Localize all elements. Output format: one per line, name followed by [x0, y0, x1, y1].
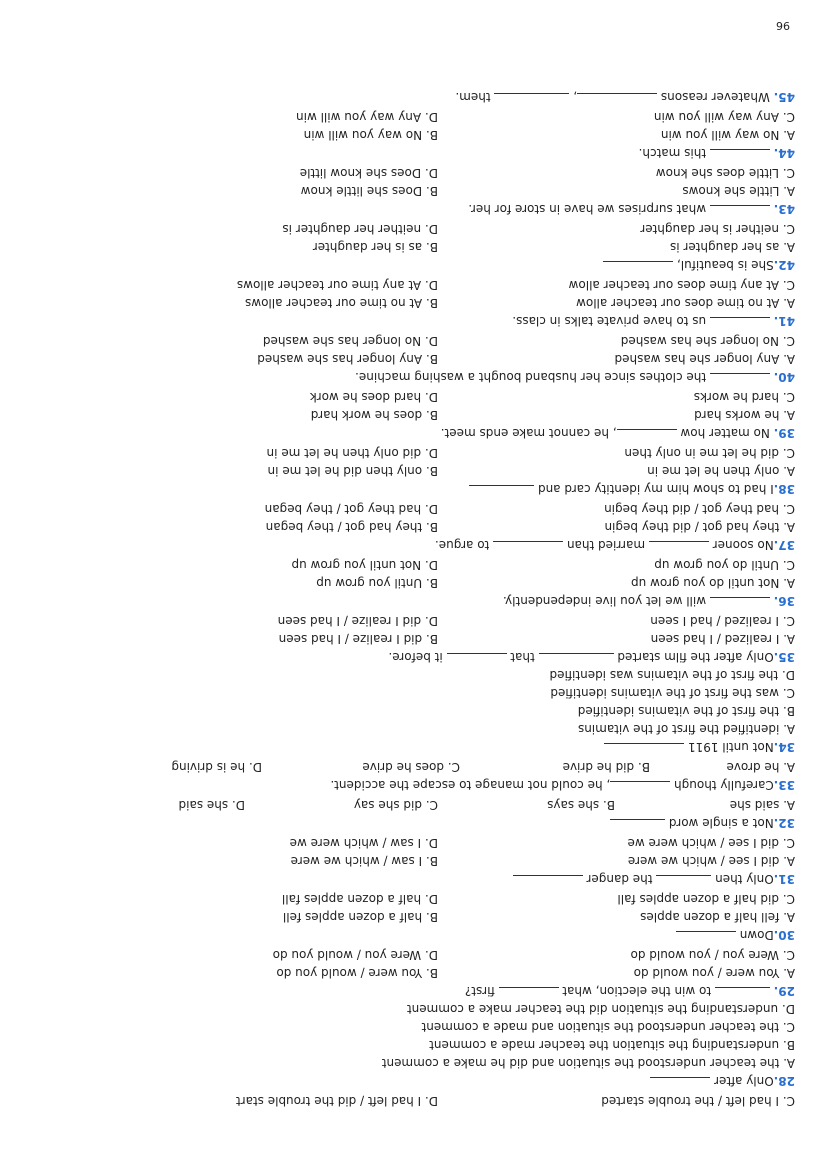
- q28-option-d: D. understanding the situation did the teacher make a comment: [406, 1002, 795, 1016]
- q37-option-b: B. they had got / they began: [265, 520, 438, 534]
- q30-option-b: B. half a dozen apples fell: [282, 910, 438, 924]
- q36-option-a: A. Not until do you grow up: [631, 576, 795, 590]
- q43-option-d: D. Does she know little: [299, 166, 438, 180]
- q34-option-d: D. the first of the vitamins was identified: [549, 668, 795, 682]
- q33-option-b: B. did he drive: [562, 760, 650, 774]
- q38-option-b: B. only then did he let me in: [267, 464, 438, 478]
- question-39: 39. No matter how , he cannot make ends meet.: [440, 426, 795, 440]
- q34-option-c: C. was the first of the vitamins identified: [550, 686, 795, 700]
- q44-option-c: C. Any way will you win: [653, 110, 795, 124]
- q40-option-b: B. Any longer has she washed: [257, 352, 438, 366]
- question-38: 38.I had to show him my identity card and: [469, 482, 795, 496]
- q39-option-d: D. hard does he work: [309, 390, 438, 404]
- question-28: 28.Only after: [650, 1074, 795, 1088]
- question-40: 40. the clothes since her husband bought a washing machine.: [355, 370, 795, 384]
- q42-option-a: A. as her daughter is: [669, 240, 795, 254]
- q31-option-d: D. I saw / which were we: [289, 836, 438, 850]
- q42-option-d: D. neither her daughter is: [282, 222, 438, 236]
- question-33: 33.Carefully though , he could not manage to escape the accident.: [330, 778, 795, 792]
- q34-option-b: B. the first of the vitamins identified: [577, 704, 795, 718]
- option-c: C. I had left / the trouble started: [601, 1094, 795, 1108]
- page-number: 96: [776, 19, 790, 32]
- q28-carry-row: [601, 1094, 795, 1108]
- q41-option-b: B. At no time our teacher allows: [245, 296, 438, 310]
- q36-option-d: D. Not until you grow up: [291, 558, 438, 572]
- q35-option-b: B. did I realize / I had seen: [278, 632, 438, 646]
- q30-option-d: D. half a dozen apples fall: [281, 892, 438, 906]
- question-30: 30.Down: [676, 928, 795, 942]
- question-37: 37.No sooner married than to argue.: [434, 538, 795, 552]
- q38-option-c: C. did he let me in only then: [624, 446, 795, 460]
- question-45: 45. Whatever reasons , them.: [455, 90, 795, 104]
- q44-option-b: B. No way you will win: [303, 128, 438, 142]
- q28-option-a: A. the teacher understood the situation and did he make a comment: [381, 1056, 795, 1070]
- q38-option-d: D. did only then he let me in: [266, 446, 438, 460]
- q39-option-a: A. he works hard: [694, 408, 795, 422]
- q33-option-a: A. he drove: [726, 760, 795, 774]
- q34-option-a: A. identified the first of the vitamins: [577, 722, 795, 736]
- question-number: 28.: [773, 1074, 795, 1088]
- question-31: 31.Only then the danger: [513, 872, 795, 886]
- q32-option-b: B. she says: [547, 798, 615, 812]
- q37-option-d: D. had they got / they began: [264, 502, 438, 516]
- question-42: 42.She is beautiful,: [603, 258, 795, 272]
- question-34: 34.Not until 1911: [604, 740, 795, 754]
- q37-option-a: A. they had got / did they begin: [604, 520, 795, 534]
- q31-option-b: B. I saw / which we were: [290, 854, 438, 868]
- q40-option-c: C. No longer she has washed: [620, 334, 795, 348]
- q41-option-d: D. At any time our teacher allows: [236, 278, 438, 292]
- q29-option-c: C. Were you / you would do: [630, 948, 795, 962]
- question-29: 29. to win the election, what first?: [464, 984, 795, 998]
- answer-blank: [650, 1077, 710, 1088]
- q30-option-a: A. fell half a dozen apples: [640, 910, 795, 924]
- q28-carry-option-d: D. I had left / did the trouble start: [235, 1094, 438, 1108]
- q35-option-d: D. did I realize / I had seen: [277, 614, 438, 628]
- question-41: 41. us to have private talks in class.: [512, 314, 795, 328]
- q29-option-b: B. You were / would you do: [276, 966, 438, 980]
- q31-option-a: A. did I see / which we were: [627, 854, 795, 868]
- q29-option-d: D. Were you / would you do: [272, 948, 438, 962]
- q39-option-c: C. hard he works: [693, 390, 795, 404]
- question-35: 35.Only after the film started that it before.: [388, 650, 795, 664]
- q37-option-c: C. had they got / did they begin: [604, 502, 795, 516]
- question-43: 43. what surprises we have in store for her.: [468, 202, 795, 216]
- q41-option-a: A. At no time does our teacher allow: [576, 296, 795, 310]
- q39-option-b: B. does he work hard: [310, 408, 438, 422]
- q29-option-a: A. You were / you would do: [633, 966, 795, 980]
- q41-option-c: C. At any time does our teacher allow: [568, 278, 795, 292]
- q42-option-b: B. as is her daughter: [312, 240, 438, 254]
- q43-option-c: C. Little does she know: [655, 166, 795, 180]
- q28-option-c: C. the teacher understood the situation and made a comment: [421, 1020, 795, 1034]
- q36-option-b: B. Until you grow up: [316, 576, 438, 590]
- q32-option-d: D. she said: [178, 798, 245, 812]
- q36-option-c: C. Until do you grow up: [654, 558, 795, 572]
- q38-option-a: A. only then he let me in: [647, 464, 795, 478]
- q31-option-c: C. did I see / which were we: [627, 836, 795, 850]
- q43-option-a: A. Little she knows: [682, 184, 795, 198]
- q35-option-c: C. I realized / had I seen: [650, 614, 795, 628]
- q30-option-c: C. did half a dozen apples fall: [617, 892, 795, 906]
- question-32: 32.Not a single word: [610, 816, 795, 830]
- q33-option-c: C. does he drive: [362, 760, 460, 774]
- q43-option-b: B. Does she little know: [300, 184, 438, 198]
- question-36: 36. will we let you live independently.: [502, 594, 795, 608]
- q32-option-c: C. did she say: [353, 798, 438, 812]
- q35-option-a: A. I realized / I had seen: [650, 632, 795, 646]
- q42-option-c: C. neither is her daughter: [640, 222, 795, 236]
- q40-option-d: D. No longer has she washed: [262, 334, 438, 348]
- q32-option-a: A. said she: [729, 798, 795, 812]
- q28-option-b: B. understanding the situation the teacher made a comment: [429, 1038, 795, 1052]
- q33-option-d: D. he is driving: [171, 760, 262, 774]
- q44-option-d: D. Any way you will win: [296, 110, 438, 124]
- q44-option-a: A. No way will you win: [660, 128, 795, 142]
- q40-option-a: A. Any longer she has washed: [614, 352, 795, 366]
- question-44: 44. this match.: [638, 146, 795, 160]
